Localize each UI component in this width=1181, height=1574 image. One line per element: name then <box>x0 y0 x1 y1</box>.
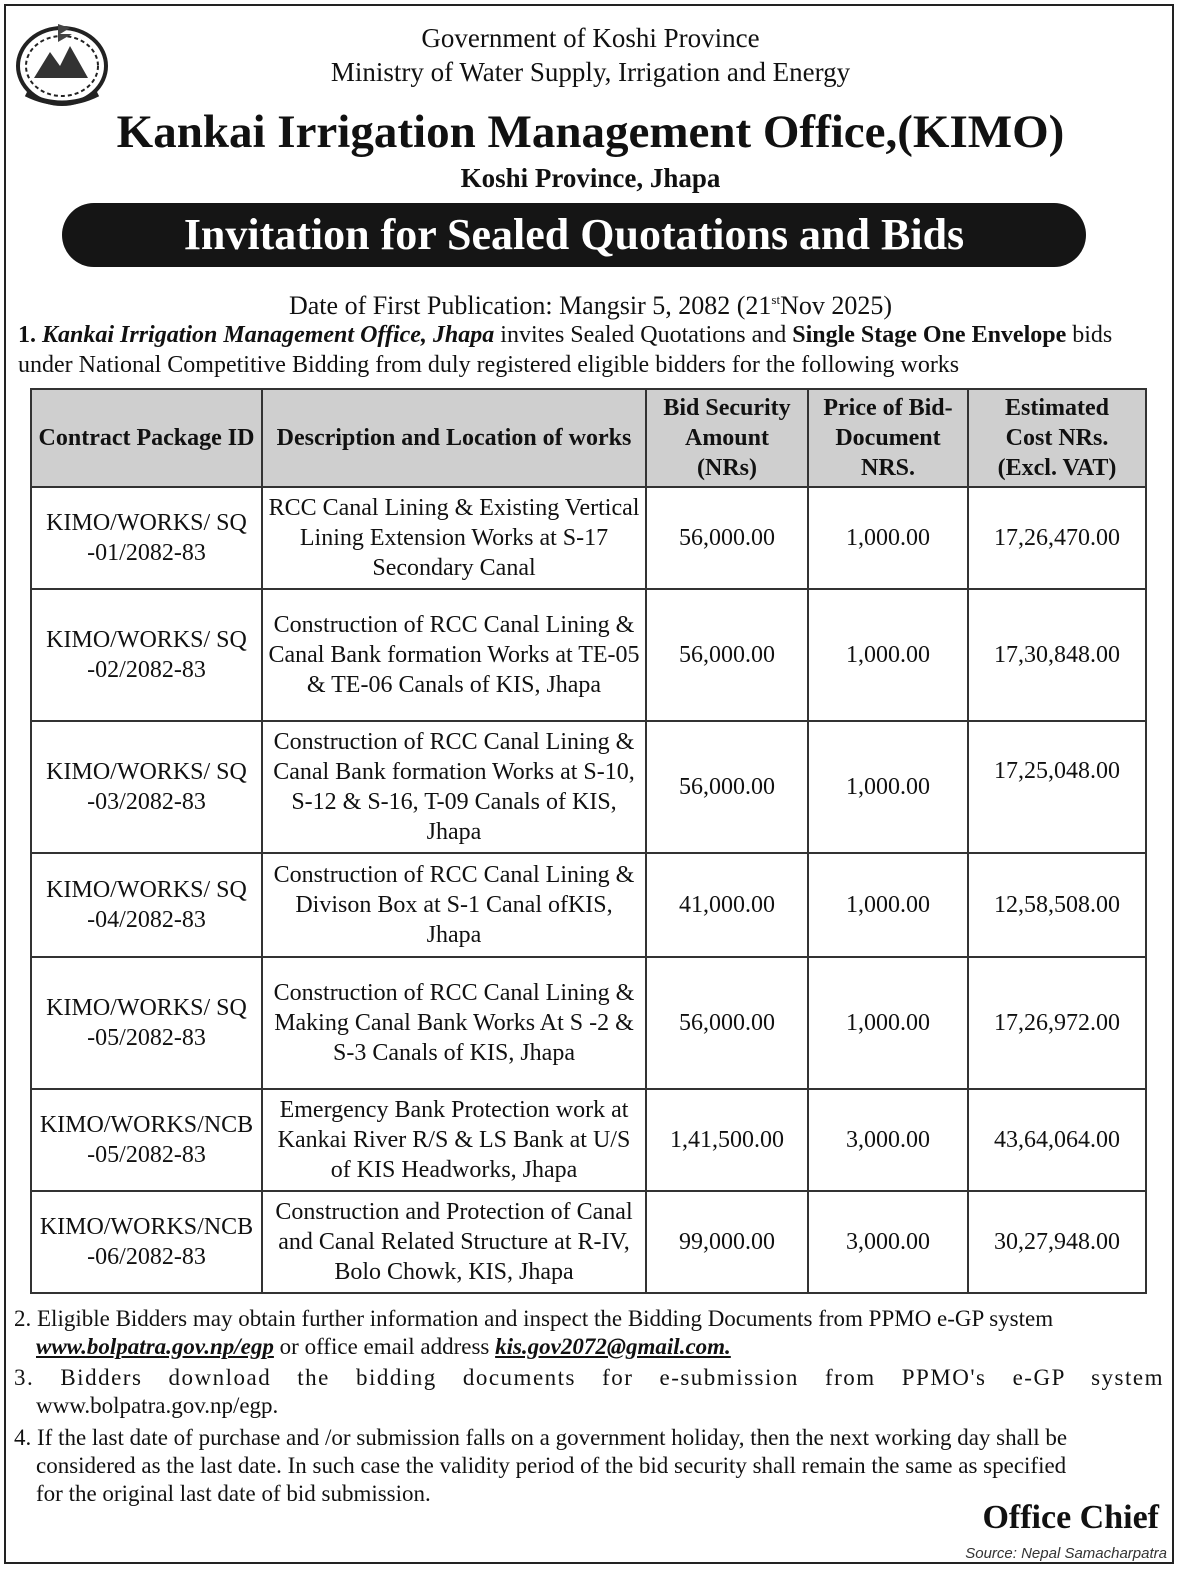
contract-id: KIMO/WORKS/NCB -06/2082-83 <box>31 1191 262 1293</box>
contract-id: KIMO/WORKS/ SQ -01/2082-83 <box>31 487 262 589</box>
table-row <box>31 853 1146 957</box>
estimated-cost: 17,26,972.00 <box>968 957 1146 1089</box>
work-description: Construction of RCC Canal Lining & Canal Bank formation Works at S-10, S-12 & S-16, T-09 Canals of KIS, Jhapa <box>262 721 646 853</box>
document-price: 1,000.00 <box>808 589 968 721</box>
header-estimated-cost: Estimated Cost NRs. (Excl. VAT) <box>968 389 1146 487</box>
document-price: 1,000.00 <box>808 853 968 957</box>
header-bid-security: Bid Security Amount (NRs) <box>646 389 808 487</box>
table-row <box>31 1089 1146 1191</box>
source-credit: Source: Nepal Samacharpatra <box>965 1545 1167 1562</box>
work-description: Construction of RCC Canal Lining & Canal Bank formation Works at TE-05 & TE-06 Canals of KIS, Jhapa <box>262 589 646 721</box>
contract-id: KIMO/WORKS/ SQ -02/2082-83 <box>31 589 262 721</box>
estimated-cost: 17,25,048.00 <box>968 721 1146 853</box>
office-location: Koshi Province, Jhapa <box>460 163 721 193</box>
estimated-cost: 12,58,508.00 <box>968 853 1146 957</box>
intro-paragraph: 1. Kankai Irrigation Management Office, Jhapa invites Sealed Quotations and Single Stage One Envelope bids under National Competitive Bidding from duly registered eligible bidders for the following works <box>18 322 1113 378</box>
table-header-row <box>31 389 1146 487</box>
estimated-cost: 17,30,848.00 <box>968 589 1146 721</box>
estimated-cost: 43,64,064.00 <box>968 1089 1146 1191</box>
work-description: Construction of RCC Canal Lining & Divison Box at S-1 Canal ofKIS, Jhapa <box>262 853 646 957</box>
bid-security: 56,000.00 <box>646 589 808 721</box>
header-contract-id: Contract Package ID <box>31 389 262 487</box>
contract-id: KIMO/WORKS/ SQ -04/2082-83 <box>31 853 262 957</box>
government-name: Government of Koshi Province <box>421 23 760 53</box>
work-description: Emergency Bank Protection work at Kankai River R/S & LS Bank at U/S of KIS Headworks, Jhapa <box>262 1089 646 1191</box>
ministry-name: Ministry of Water Supply, Irrigation and Energy <box>330 57 851 87</box>
header-description: Description and Location of works <box>262 389 646 487</box>
document-price: 3,000.00 <box>808 1089 968 1191</box>
note-3: 3. Bidders download the bidding documents for e-submission from PPMO's e-GP system www.bolpatra.gov.np/egp. <box>14 1365 1164 1418</box>
bid-security: 99,000.00 <box>646 1191 808 1293</box>
work-description: Construction of RCC Canal Lining & Making Canal Bank Works At S -2 & S-3 Canals of KIS, Jhapa <box>262 957 646 1089</box>
note-2: 2. Eligible Bidders may obtain further information and inspect the Bidding Documents from PPMO e-GP system www.bolpatra.gov.np/egp or office email address kis.gov2072@gmail.com. <box>14 1306 1054 1359</box>
notice-title-banner: Invitation for Sealed Quotations and Bids <box>62 203 1086 267</box>
office-email-link[interactable]: kis.gov2072@gmail.com. <box>495 1334 731 1359</box>
bid-security: 1,41,500.00 <box>646 1089 808 1191</box>
bid-security: 56,000.00 <box>646 487 808 589</box>
contract-id: KIMO/WORKS/NCB -05/2082-83 <box>31 1089 262 1191</box>
document-price: 3,000.00 <box>808 1191 968 1293</box>
work-description: RCC Canal Lining & Existing Vertical Lining Extension Works at S-17 Secondary Canal <box>262 487 646 589</box>
publication-date: Date of First Publication: Mangsir 5, 2082 (21stNov 2025) <box>288 291 892 320</box>
estimated-cost: 17,26,470.00 <box>968 487 1146 589</box>
note-4: 4. If the last date of purchase and /or submission falls on a government holiday, then the next working day shall be considered as the last date. In such case the validity period of the bid security shall remain the same as specified for the original last date of bid submission. <box>14 1425 1068 1506</box>
bid-security: 41,000.00 <box>646 853 808 957</box>
office-name: Kankai Irrigation Management Office,(KIMO) <box>116 106 1065 158</box>
bid-security: 56,000.00 <box>646 957 808 1089</box>
document-price: 1,000.00 <box>808 957 968 1089</box>
table-row <box>31 721 1146 853</box>
bids-table <box>30 388 1147 1294</box>
document-price: 1,000.00 <box>808 487 968 589</box>
work-description: Construction and Protection of Canal and Canal Related Structure at R-IV, Bolo Chowk, KIS, Jhapa <box>262 1191 646 1293</box>
document-price: 1,000.00 <box>808 721 968 853</box>
egp-link[interactable]: www.bolpatra.gov.np/egp <box>36 1334 274 1359</box>
table-row <box>31 1191 1146 1293</box>
bid-security: 56,000.00 <box>646 721 808 853</box>
signature-office-chief: Office Chief <box>982 1499 1159 1536</box>
estimated-cost: 30,27,948.00 <box>968 1191 1146 1293</box>
contract-id: KIMO/WORKS/ SQ -05/2082-83 <box>31 957 262 1089</box>
table-row <box>31 487 1146 589</box>
header-document-price: Price of Bid- Document NRS. <box>808 389 968 487</box>
table-row <box>31 589 1146 721</box>
table-row <box>31 957 1146 1089</box>
contract-id: KIMO/WORKS/ SQ -03/2082-83 <box>31 721 262 853</box>
